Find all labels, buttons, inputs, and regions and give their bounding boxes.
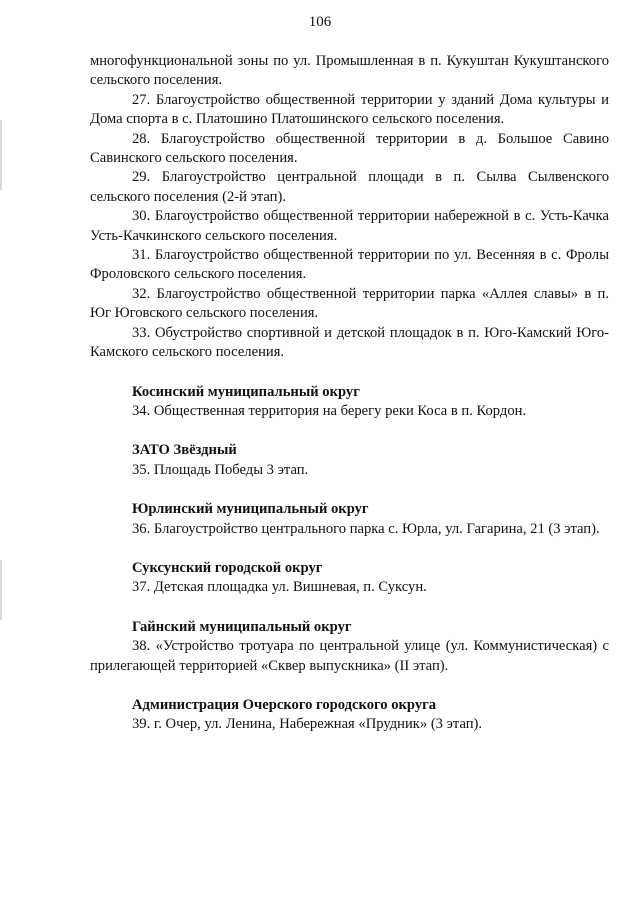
scan-edge-mark bbox=[0, 560, 2, 620]
section-heading: Гайнский муниципальный округ bbox=[132, 618, 352, 635]
list-item: 35. Площадь Победы 3 этап. bbox=[132, 461, 309, 478]
list-item: 32. Благоустройство общественной территории парка «Аллея славы» в п. Юг Юговского сельского поселения. bbox=[90, 285, 609, 322]
list-item: 39. г. Очер, ул. Ленина, Набережная «Прудник» (3 этап). bbox=[132, 716, 483, 733]
list-item: 28. Благоустройство общественной территории в д. Большое Савино Савинского сельского поселения. bbox=[90, 130, 609, 167]
list-item: 37. Детская площадка ул. Вишневая, п. Суксун. bbox=[132, 579, 427, 596]
scan-edge-mark bbox=[0, 120, 2, 190]
document-body bbox=[90, 52, 609, 735]
page-number: 106 bbox=[308, 14, 332, 30]
list-item: 38. «Устройство тротуара по центральной улице (ул. Коммунистическая) с прилегающей территорией «Сквер выпускника» (II этап). bbox=[90, 638, 609, 674]
intro-paragraph: многофункциональной зоны по ул. Промышленная в п. Кукуштан Кукуштанского сельского поселения. bbox=[90, 53, 609, 89]
section-heading: Администрация Очерского городского округа bbox=[132, 696, 437, 713]
section-heading: ЗАТО Звёздный bbox=[132, 442, 237, 459]
list-item: 27. Благоустройство общественной территории у зданий Дома культуры и Дома спорта в с. Платошино Платошинского сельского поселения. bbox=[90, 91, 609, 128]
section-heading: Суксунский городской округ bbox=[132, 559, 323, 576]
list-item: 30. Благоустройство общественной территории набережной в с. Усть-Качка Усть-Качкинского сельского поселения. bbox=[90, 208, 609, 244]
section-heading: Косинский муниципальный округ bbox=[132, 383, 360, 400]
list-item: 34. Общественная территория на берегу реки Коса в п. Кордон. bbox=[132, 402, 527, 419]
list-item: 33. Обустройство спортивной и детской площадок в п. Юго-Камский Юго-Камского сельского поселения. bbox=[90, 324, 609, 361]
list-item: 29. Благоустройство центральной площади в п. Сылва Сылвенского сельского поселения (2-й этап). bbox=[90, 169, 609, 205]
section-heading: Юрлинский муниципальный округ bbox=[132, 501, 369, 518]
list-item: 36. Благоустройство центрального парка с. Юрла, ул. Гагарина, 21 (3 этап). bbox=[132, 520, 600, 537]
list-item: 31. Благоустройство общественной территории по ул. Весенняя в с. Фролы Фроловского сельского поселения. bbox=[90, 247, 609, 283]
